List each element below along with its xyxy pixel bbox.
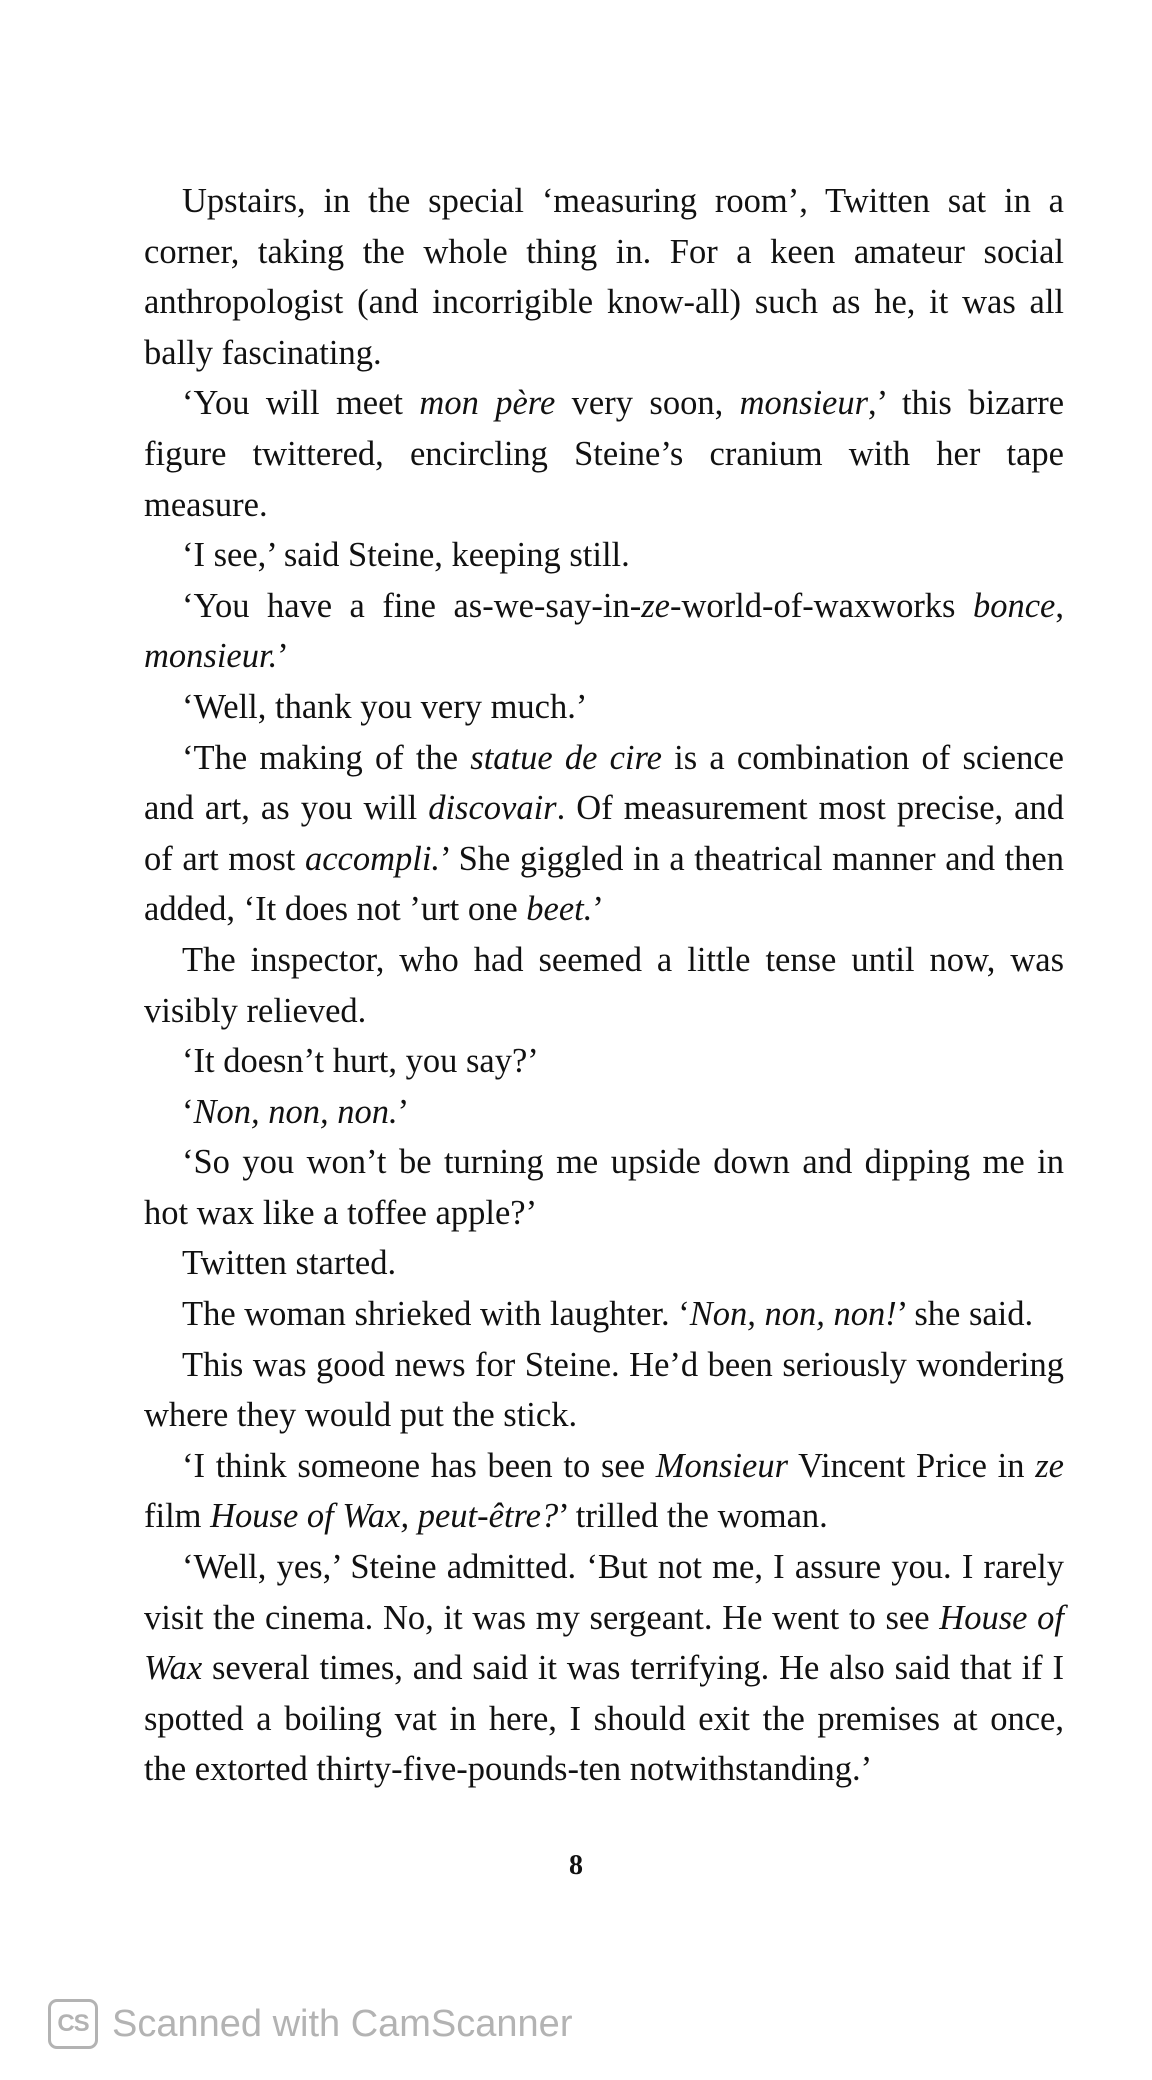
paragraph (144, 1289, 1064, 1340)
text-run: very soon, (555, 384, 740, 423)
text-run: ‘I see,’ said Steine, keeping still. (182, 536, 630, 575)
italic-run: bonce (972, 586, 1056, 625)
paragraph (144, 1036, 1064, 1087)
text-run: ‘I think someone has been to see (182, 1446, 656, 1485)
text-run: ‘ (182, 1092, 194, 1131)
text-run: The woman shrieked with laughter. ‘ (182, 1295, 690, 1334)
text-run: film (144, 1497, 211, 1536)
italic-run: beet. (526, 890, 593, 929)
paragraph (144, 1238, 1064, 1289)
italic-run: accompli. (304, 839, 441, 878)
watermark-text: Scanned with CamScanner (112, 2002, 573, 2045)
text-run: ‘So you won’t be turning me upside down and dipping me in hot wax like a toffee apple?’ (144, 1143, 1064, 1232)
text-run: ’ (277, 637, 289, 676)
paragraph (144, 682, 1064, 733)
text-run: ‘It doesn’t hurt, you say?’ (182, 1042, 539, 1081)
text-run: ’ trilled the woman. (558, 1497, 828, 1536)
text-run: ‘Well, yes,’ Steine admitted. ‘But not me, I assure you. I rarely visit the cinema. No, it was my sergeant. He went to see (144, 1548, 1064, 1637)
italic-run: monsieur. (144, 637, 278, 676)
text-run: ’ (592, 890, 604, 929)
italic-run: Non, non, non. (193, 1092, 398, 1131)
text-run: ‘You will meet (182, 384, 420, 423)
text-run: This was good news for Steine. He’d been seriously wondering where they would put the stick. (144, 1345, 1064, 1435)
paragraph (144, 733, 1064, 935)
italic-run: mon père (419, 384, 556, 423)
text-run: ,’ this bizarre figure twittered, encircling Steine’s cranium with her tape measure. (144, 384, 1065, 524)
text-run: several times, and said it was terrifying. He also said that if I spotted a boiling vat in here, I should exit the premises at once, the extorted thirty-five-pounds-ten notwithstanding.’ (144, 1649, 1064, 1789)
page-number: 8 (569, 1850, 583, 1881)
paragraph (144, 935, 1064, 1036)
text-run: , (1055, 586, 1064, 625)
italic-run: discovair (428, 789, 557, 828)
text-run: . Of measurement most precise, and of art most (144, 789, 1064, 878)
italic-run: House of Wax, peut-être? (210, 1497, 559, 1536)
italic-run: House of Wax (144, 1598, 1064, 1688)
italic-run: ze (1035, 1446, 1064, 1485)
paragraph (144, 1441, 1064, 1542)
text-run: ’ (397, 1092, 410, 1131)
paragraph (144, 1087, 1064, 1138)
text-run: ‘The making of the (182, 738, 471, 777)
text-run: ’ She giggled in a theatrical manner and then added, ‘It does not ’urt one (144, 839, 1064, 929)
text-run: ’ she said. (896, 1295, 1034, 1334)
text-run: Vincent Price in (788, 1446, 1036, 1485)
text-run: ‘You have a fine as-we-say-in- (182, 586, 642, 625)
text-run: Upstairs, in the special ‘measuring room’, Twitten sat in a corner, taking the whole thing in. For a keen amateur social anthropologist (and incorrigible know-all) such as he, it was all bally fascinating. (144, 182, 1064, 372)
scanner-watermark (48, 1996, 572, 2052)
italic-run: ze (641, 586, 670, 625)
text-run: -world-of-waxworks (669, 586, 973, 625)
body-text (144, 176, 1064, 1795)
italic-run: monsieur (739, 384, 869, 423)
camscanner-logo-icon: CS (48, 1999, 98, 2049)
paragraph (144, 1340, 1064, 1441)
text-run: is a combination of science and art, as you will (144, 738, 1064, 828)
italic-run: Monsieur (655, 1446, 789, 1485)
italic-run: Non, non, non! (689, 1295, 897, 1334)
paragraph (144, 1542, 1064, 1795)
paragraph (144, 378, 1064, 530)
paragraph (144, 530, 1064, 581)
paragraph (144, 1137, 1064, 1238)
paragraph (144, 581, 1064, 682)
paragraph (144, 176, 1064, 378)
text-run: Twitten started. (182, 1244, 397, 1283)
text-run: The inspector, who had seemed a little tense until now, was visibly relieved. (144, 940, 1064, 1030)
text-run: ‘Well, thank you very much.’ (182, 687, 588, 726)
italic-run: statue de cire (470, 738, 662, 777)
